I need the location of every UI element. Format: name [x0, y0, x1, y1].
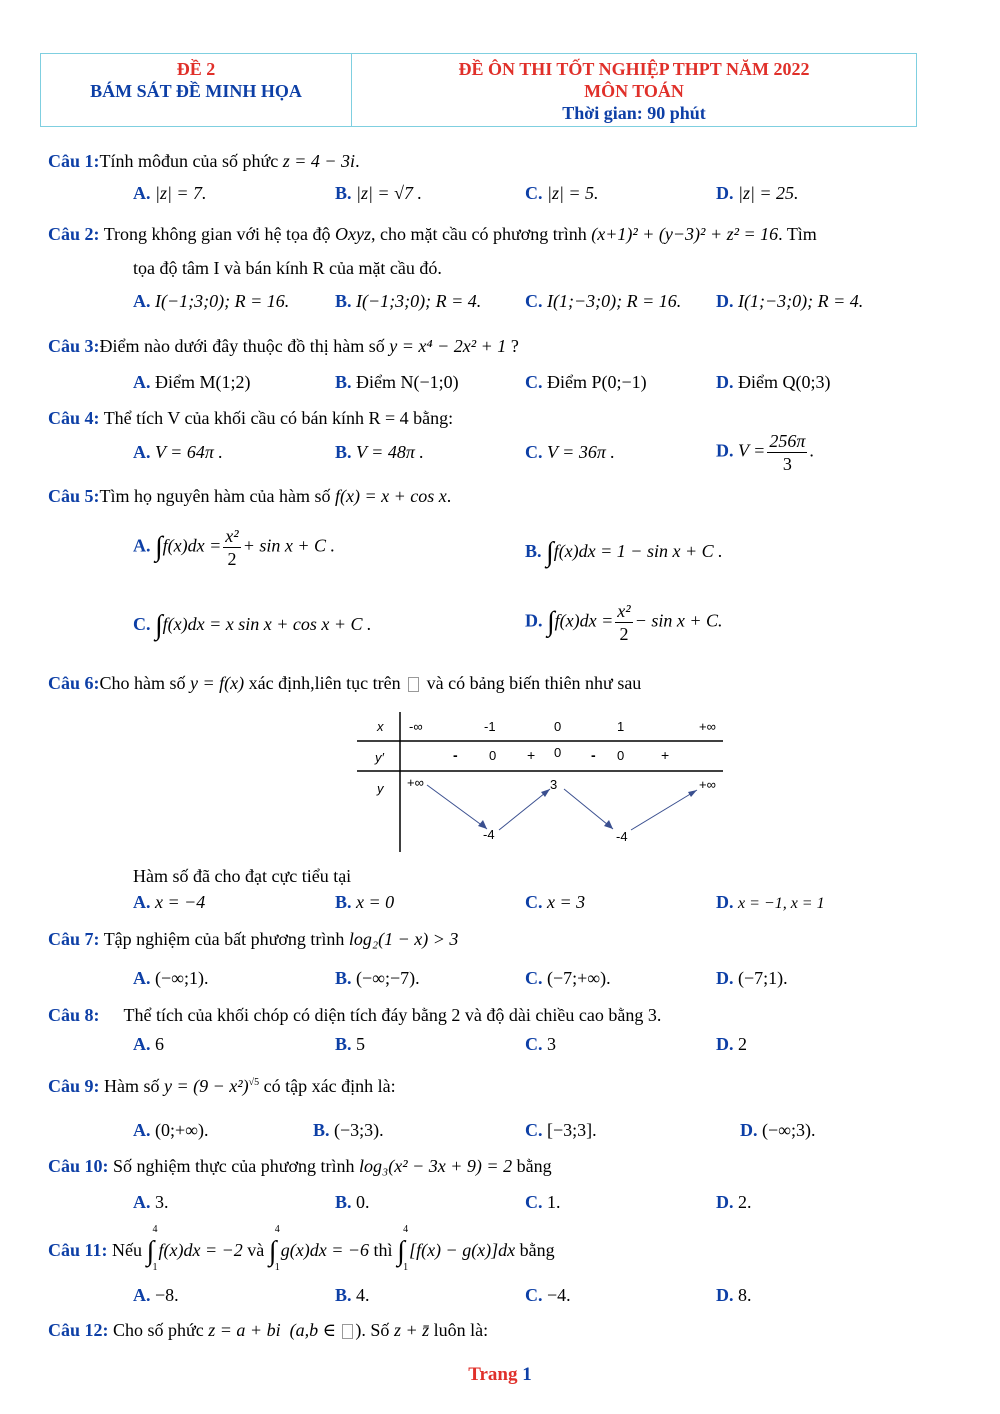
lower-bound: 1 — [403, 1262, 409, 1273]
option-d[interactable] — [716, 291, 863, 312]
math-expr: f(x)dx = −2 — [158, 1240, 243, 1261]
option-b[interactable] — [525, 537, 723, 569]
option-letter: A. — [133, 1192, 151, 1212]
option-text: I(1;−3;0); R = 4. — [738, 291, 864, 311]
option-a[interactable] — [133, 183, 207, 204]
upper-bound: 4 — [403, 1224, 409, 1235]
integral-sign: ∫ — [155, 531, 163, 563]
option-text: x = 3 — [547, 892, 586, 912]
page-footer — [0, 1364, 1000, 1386]
option-d[interactable] — [716, 1192, 752, 1213]
option-letter: A. — [133, 1034, 151, 1054]
option-text: 0. — [356, 1192, 370, 1212]
exam-title: ĐỀ ÔN THI TỐT NGHIỆP THPT NĂM 2022 — [458, 59, 810, 79]
option-letter: B. — [335, 183, 352, 203]
question-text: Số nghiệm thực của phương trình — [108, 1156, 360, 1176]
option-b[interactable] — [335, 1034, 365, 1055]
integral-sign: ∫ — [155, 610, 163, 641]
option-text: f(x)dx = x sin x + cos x + C . — [162, 614, 372, 635]
option-d[interactable] — [716, 892, 825, 913]
option-d[interactable] — [716, 1285, 752, 1306]
upper-bound: 4 — [152, 1224, 158, 1235]
numerator: x² — [225, 526, 239, 546]
question-text: Thể tích V của khối cầu có bán kính R = 4 bằng: — [99, 408, 454, 428]
question-text: bằng — [515, 1240, 555, 1261]
option-c[interactable] — [525, 183, 599, 204]
option-a[interactable] — [133, 1285, 179, 1306]
option-a[interactable] — [133, 291, 289, 312]
option-text: I(−1;3;0); R = 16. — [155, 291, 290, 311]
question-number: Câu 9: — [48, 1076, 100, 1096]
math-expr: (x+1)² + (y−3)² + z² = 16 — [591, 224, 779, 244]
option-letter: B. — [335, 968, 352, 988]
question-text: Tập nghiệm của bất phương trình — [99, 929, 349, 949]
integral-sign: ∫ — [547, 606, 555, 638]
question-number: Câu 11: — [48, 1240, 108, 1261]
option-letter: C. — [525, 892, 543, 912]
option-a[interactable] — [133, 525, 335, 570]
option-text: (−7;1). — [738, 968, 788, 988]
integral-2 — [268, 1224, 281, 1273]
variation-table — [357, 712, 723, 852]
math-expr: g(x)dx = −6 — [280, 1240, 370, 1261]
missing-glyph-icon — [342, 1324, 353, 1339]
option-text: f(x)dx = 1 − sin x + C . — [553, 541, 723, 562]
option-letter: B. — [335, 892, 352, 912]
option-text: (−∞;−7). — [356, 968, 420, 988]
integral-3 — [397, 1224, 409, 1273]
option-text: 2. — [738, 1192, 752, 1212]
integral-sign: ∫ — [546, 537, 554, 568]
question-10 — [48, 1156, 552, 1177]
derivative-value: 0 — [489, 748, 497, 763]
header-right — [352, 54, 916, 126]
question-text: Hàm số — [99, 1076, 165, 1096]
option-a[interactable] — [133, 968, 208, 989]
question-text: Trong không gian với hệ tọa độ — [99, 224, 336, 244]
numerator: x² — [617, 601, 631, 621]
option-letter: C. — [525, 442, 543, 462]
question-end: . — [446, 486, 452, 506]
option-text: x = −1, x = 1 — [738, 895, 825, 912]
y-value: +∞ — [699, 777, 716, 792]
option-a[interactable] — [133, 372, 250, 393]
derivative-sign: - — [591, 747, 596, 763]
question-1 — [48, 151, 360, 172]
option-letter: B. — [335, 372, 352, 392]
question-number: Câu 12: — [48, 1320, 109, 1340]
question-4 — [48, 408, 453, 429]
question-3 — [48, 336, 519, 357]
question-text: Thể tích của khối chóp có diện tích đáy bằng 2 và độ dài chiều cao bằng 3. — [123, 1005, 662, 1025]
question-text: và — [242, 1240, 269, 1261]
option-b[interactable] — [335, 372, 459, 393]
option-letter: C. — [133, 614, 151, 635]
option-letter: D. — [716, 291, 734, 311]
question-12: Câu 12: Cho số phức z = a + bi (a,b ∈ ). Số z + z̄ luôn là: — [48, 1320, 489, 1340]
option-letter: A. — [133, 372, 151, 392]
question-text: Tính môđun của số phức — [99, 151, 283, 171]
math-expr: Oxyz — [335, 224, 372, 244]
option-a[interactable] — [133, 442, 223, 463]
math-expr: y = x⁴ − 2x² + 1 — [389, 336, 507, 356]
option-b[interactable] — [335, 291, 481, 312]
option-c[interactable] — [525, 1034, 556, 1055]
option-letter: D. — [716, 968, 734, 988]
denominator: 3 — [782, 454, 792, 474]
option-text: 2 — [738, 1034, 747, 1054]
exam-number: ĐỀ 2 — [176, 59, 216, 79]
denominator: 2 — [619, 624, 629, 644]
option-text: (−∞;3). — [762, 1120, 816, 1140]
integral-1 — [146, 1224, 159, 1273]
option-a[interactable] — [133, 892, 205, 913]
question-6 — [48, 673, 641, 694]
option-c[interactable] — [525, 1120, 597, 1141]
x-value: 1 — [617, 719, 625, 734]
derivative-sign: + — [527, 747, 536, 763]
question-text: có tập xác định là: — [259, 1076, 396, 1096]
question-text: , cho mặt cầu có phương trình — [371, 224, 592, 244]
x-value: -1 — [484, 719, 496, 734]
option-c[interactable] — [525, 291, 681, 312]
option-text: Điểm M(1;2) — [155, 372, 251, 392]
question-text: Nếu — [107, 1240, 147, 1261]
lower-bound: 1 — [274, 1262, 280, 1273]
option-text: I(−1;3;0); R = 4. — [356, 291, 482, 311]
option-letter: A. — [133, 968, 151, 988]
exponent: √5 — [248, 1077, 260, 1088]
math-expr: [f(x) − g(x)]dx — [409, 1240, 516, 1261]
option-text: − sin x + C. — [634, 610, 723, 631]
option-text: V = 36π . — [547, 442, 615, 462]
exam-header — [40, 53, 917, 127]
option-letter: B. — [335, 442, 352, 462]
integral-sign: ∫ — [146, 1236, 155, 1267]
option-letter: C. — [525, 1285, 543, 1305]
option-b[interactable] — [335, 1192, 370, 1213]
option-text: |z| = √7 . — [356, 183, 422, 203]
option-letter: C. — [525, 1034, 543, 1054]
math-expr: z = a + bi — [208, 1320, 281, 1340]
option-letter: A. — [133, 442, 151, 462]
option-text: 1. — [547, 1192, 561, 1212]
question-text: bằng — [512, 1156, 552, 1176]
math-expr: f(x) = x + cos x — [334, 486, 447, 506]
exam-subtitle: BÁM SÁT ĐỀ MINH HỌA — [90, 81, 302, 101]
option-text: 8. — [738, 1285, 752, 1305]
option-letter: B. — [335, 1034, 352, 1054]
missing-glyph-icon — [408, 677, 419, 692]
option-letter: D. — [716, 440, 734, 461]
option-text: 3. — [155, 1192, 169, 1212]
option-letter: D. — [716, 1285, 734, 1305]
option-letter: B. — [313, 1120, 330, 1140]
option-text: |z| = 7. — [155, 183, 207, 203]
option-letter: D. — [716, 1034, 734, 1054]
question-end: . — [355, 151, 360, 171]
x-value: +∞ — [699, 719, 716, 734]
lower-bound: 1 — [152, 1262, 158, 1273]
option-text: V = — [738, 440, 766, 461]
math-expr: z + z̄ — [393, 1320, 430, 1340]
option-letter: B. — [525, 541, 542, 562]
question-number: Câu 8: — [48, 1005, 100, 1025]
question-7 — [48, 929, 458, 950]
option-letter: C. — [525, 968, 543, 988]
option-text: 4. — [356, 1285, 370, 1305]
option-text: (−∞;1). — [155, 968, 209, 988]
y-value: +∞ — [407, 775, 424, 790]
row-label-y: y — [377, 781, 384, 796]
question-text: Cho số phức — [108, 1320, 209, 1340]
option-letter: A. — [133, 892, 151, 912]
option-b[interactable] — [313, 1120, 384, 1141]
option-letter: C. — [525, 1192, 543, 1212]
numerator: 256π — [769, 431, 806, 451]
math-expr: y = f(x) — [190, 673, 245, 693]
question-8 — [48, 1005, 661, 1026]
option-b[interactable] — [335, 892, 394, 913]
option-letter: A. — [133, 535, 151, 556]
option-letter: A. — [133, 183, 151, 203]
option-text: Điểm Q(0;3) — [738, 372, 831, 392]
question-number: Câu 3: — [48, 336, 100, 356]
option-text: (−7;+∞). — [547, 968, 611, 988]
question-text: Điểm nào dưới đây thuộc đồ thị hàm số — [99, 336, 390, 356]
question-text: . Số — [361, 1320, 394, 1340]
option-text: f(x)dx = — [162, 535, 222, 556]
option-letter: C. — [525, 183, 543, 203]
question-number: Câu 2: — [48, 224, 100, 244]
option-d[interactable] — [740, 1120, 815, 1141]
exam-duration: Thời gian: 90 phút — [562, 103, 706, 123]
option-text: |z| = 5. — [547, 183, 599, 203]
question-text: . Tìm — [778, 224, 817, 244]
option-text: 3 — [547, 1034, 556, 1054]
option-c[interactable] — [525, 892, 585, 913]
derivative-sign: - — [453, 747, 458, 763]
y-value: -4 — [616, 829, 628, 844]
option-text: I(1;−3;0); R = 16. — [547, 291, 682, 311]
exam-subject: MÔN TOÁN — [584, 81, 684, 101]
question-11 — [48, 1224, 555, 1273]
option-text: (0;+∞). — [155, 1120, 209, 1140]
option-d[interactable] — [525, 600, 722, 645]
option-b[interactable] — [335, 442, 424, 463]
option-text: [−3;3]. — [547, 1120, 597, 1140]
option-letter: A. — [133, 1285, 151, 1305]
question-number: Câu 7: — [48, 929, 100, 949]
option-c[interactable] — [525, 1192, 561, 1213]
question-text: luôn là: — [429, 1320, 489, 1340]
option-letter: D. — [525, 610, 543, 631]
x-value: -∞ — [409, 719, 423, 734]
option-text: 6 — [155, 1034, 164, 1054]
option-letter: A. — [133, 291, 151, 311]
fraction — [615, 600, 632, 645]
option-letter: D. — [716, 892, 734, 912]
option-text: f(x)dx = — [554, 610, 614, 631]
question-number: Câu 4: — [48, 408, 100, 428]
question-number: Câu 10: — [48, 1156, 109, 1176]
row-label-x: x — [377, 719, 384, 734]
derivative-sign: + — [661, 747, 670, 763]
question-end: ? — [506, 336, 519, 356]
option-c[interactable] — [525, 372, 647, 393]
question-6-prompt: Hàm số đã cho đạt cực tiểu tại — [133, 866, 352, 886]
option-letter: B. — [335, 1285, 352, 1305]
option-letter: D. — [740, 1120, 758, 1140]
option-a[interactable] — [133, 1192, 169, 1213]
option-letter: C. — [525, 1120, 543, 1140]
math-expr: y = (9 − x²) — [164, 1076, 249, 1096]
option-d[interactable] — [716, 183, 799, 204]
question-5 — [48, 486, 451, 507]
option-letter: B. — [335, 1192, 352, 1212]
option-text: −4. — [547, 1285, 571, 1305]
math-condition: (a,b ∈ — [289, 1320, 341, 1340]
math-expr: log₂(1 − x) > 3 — [348, 929, 459, 949]
question-number: Câu 5: — [48, 486, 100, 506]
question-text: và có bảng biến thiên như sau — [422, 673, 642, 693]
footer-label: Trang — [468, 1364, 518, 1385]
question-number: Câu 6: — [48, 673, 100, 693]
math-expr: z = 4 − 3i — [282, 151, 356, 171]
y-value: -4 — [483, 827, 495, 842]
option-a[interactable] — [133, 1034, 164, 1055]
integral-sign: ∫ — [268, 1236, 277, 1267]
option-text: |z| = 25. — [738, 183, 799, 203]
option-d[interactable] — [716, 372, 830, 393]
option-text: + sin x + C . — [242, 535, 335, 556]
option-text: V = 64π . — [155, 442, 223, 462]
fraction — [767, 430, 807, 475]
option-d[interactable] — [716, 1034, 747, 1055]
option-text: V = 48π . — [356, 442, 424, 462]
option-d[interactable] — [716, 968, 788, 989]
page-number: 1 — [522, 1364, 532, 1385]
option-c[interactable] — [525, 442, 615, 463]
question-2-line2: tọa độ tâm I và bán kính R của mặt cầu đó. — [133, 258, 442, 278]
option-letter: B. — [335, 291, 352, 311]
option-b[interactable] — [335, 183, 422, 204]
option-text: x = −4 — [155, 892, 206, 912]
derivative-value: 0 — [617, 748, 625, 763]
option-letter: C. — [525, 291, 543, 311]
fraction — [223, 525, 240, 570]
option-a[interactable] — [133, 1120, 208, 1141]
option-text: x = 0 — [356, 892, 395, 912]
denominator: 2 — [227, 549, 237, 569]
question-number: Câu 1: — [48, 151, 100, 171]
option-c[interactable] — [525, 968, 611, 989]
question-text: xác định,liên tục trên — [244, 673, 406, 693]
integral-sign: ∫ — [397, 1236, 405, 1267]
derivative-value: 0 — [554, 745, 562, 760]
option-letter: C. — [525, 372, 543, 392]
upper-bound: 4 — [274, 1224, 280, 1235]
question-text: thì — [369, 1240, 398, 1261]
option-c[interactable] — [525, 1285, 571, 1306]
question-text: Tìm họ nguyên hàm của hàm số — [99, 486, 335, 506]
question-text: Cho hàm số — [99, 673, 191, 693]
question-9 — [48, 1076, 396, 1097]
header-left — [41, 54, 352, 126]
option-text: 5 — [356, 1034, 366, 1054]
option-c[interactable] — [133, 610, 372, 642]
option-d[interactable]: D. V = $\frac{256\pi}{3}$ . — [716, 431, 814, 474]
question-2 — [48, 224, 817, 245]
option-b[interactable] — [335, 1285, 370, 1306]
option-text: −8. — [155, 1285, 179, 1305]
option-text: Điểm P(0;−1) — [547, 372, 647, 392]
option-text: (−3;3). — [334, 1120, 384, 1140]
option-letter: D. — [716, 372, 734, 392]
option-letter: D. — [716, 1192, 734, 1212]
option-text: Điểm N(−1;0) — [356, 372, 459, 392]
option-letter: A. — [133, 1120, 151, 1140]
row-label-yprime: y′ — [375, 750, 384, 765]
option-b[interactable] — [335, 968, 420, 989]
x-value: 0 — [554, 719, 562, 734]
math-expr: log₃(x² − 3x + 9) = 2 — [359, 1156, 513, 1176]
option-letter: D. — [716, 183, 734, 203]
y-value: 3 — [550, 777, 558, 792]
